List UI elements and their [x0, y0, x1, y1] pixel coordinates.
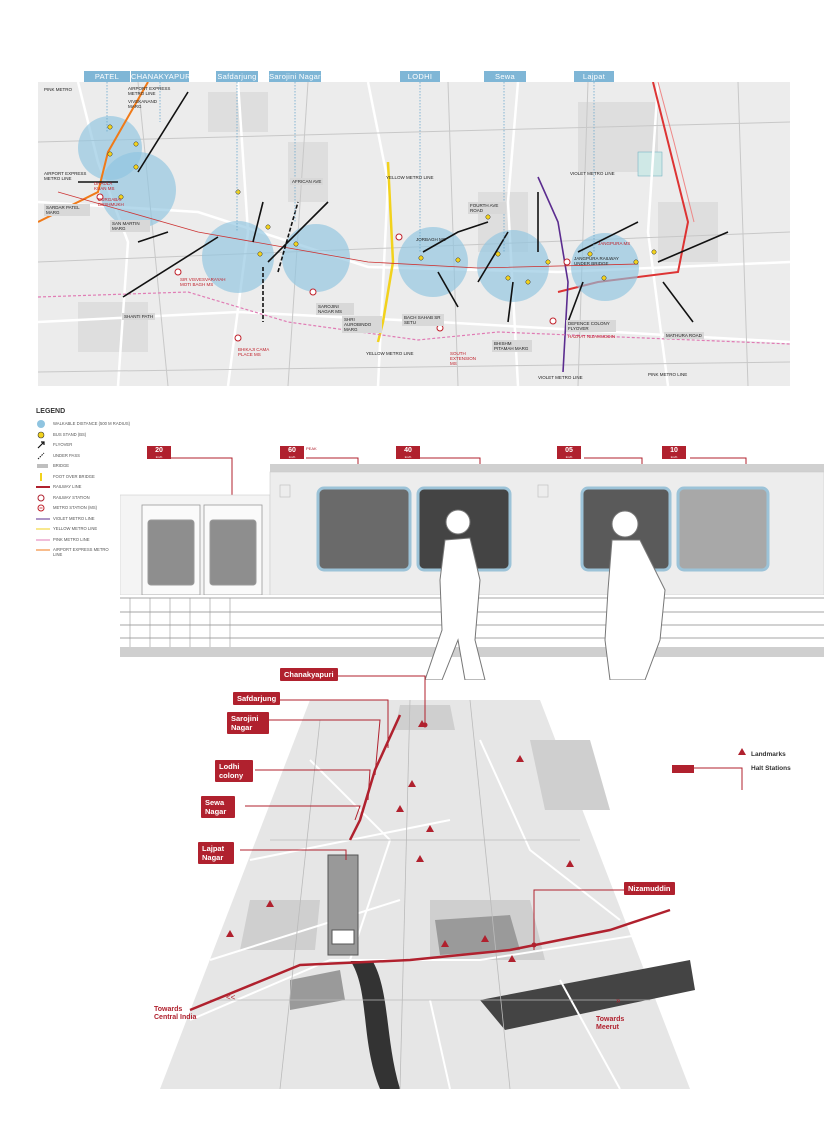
- speed-badge: 10 km/h: [662, 446, 686, 459]
- map-label: HAZRAT NIZAMUDDIN: [568, 334, 616, 339]
- station-tab: Sarojini Nagar: [269, 72, 321, 81]
- legend-item: AIRPORT EXPRESS METRO LINE: [36, 545, 156, 556]
- towards-central-india: Towards Central India: [154, 1006, 197, 1021]
- map-label: SOUTH EXTENSION MS: [450, 351, 477, 366]
- train-illustration: [120, 440, 824, 680]
- station-tab: Safdarjung: [217, 72, 257, 81]
- halt-tag: Nizamuddin: [624, 882, 675, 895]
- map-label: BACH SAHAB SR SETU: [402, 314, 444, 326]
- airport-line-icon: [36, 546, 50, 554]
- map-label: JANGPURA MS: [598, 241, 631, 246]
- speed-note: PEAK: [306, 446, 317, 451]
- halt-tag: Chanakyapuri: [280, 668, 338, 681]
- map-label: VIOLET METRO LINE: [538, 375, 583, 380]
- speed-badge: 40 km/h: [396, 446, 420, 459]
- map-label: DURGABAI DESHMUKH: [98, 197, 124, 207]
- map-label: SIR VISVESVARAYAH MOTI BAGH MS: [180, 277, 226, 287]
- speed-badge: 05 km/h: [557, 446, 581, 459]
- legend-item: METRO STATION (MS): [36, 503, 156, 514]
- map-label: SAN MARTIN MARG: [110, 220, 150, 232]
- railway-line-icon: [36, 483, 50, 491]
- key-landmarks: Landmarks: [751, 751, 786, 758]
- key-halt-stations: Halt Stations: [751, 765, 791, 772]
- pink-line-icon: [36, 536, 50, 544]
- map-label: MATHURA ROAD: [666, 333, 702, 338]
- legend-item: YELLOW METRO LINE: [36, 524, 156, 535]
- walkable-circle-icon: [36, 420, 50, 428]
- station-tab: Lajpat: [574, 71, 614, 83]
- map-label: SHANTI PATH: [124, 314, 154, 319]
- map-label: DHAULA KUAN MS: [94, 181, 115, 191]
- map-label: SHRI AUROBINDO MARG: [342, 316, 382, 333]
- map-label: AIRPORT EXPRESS METRO LINE: [44, 171, 87, 181]
- station-tab: CHANAKYAPURI: [131, 72, 194, 81]
- map-label: JANGPURA RAILWAY UNDER BRIDGE: [574, 256, 619, 266]
- map-label: PINK METRO LINE: [648, 372, 688, 377]
- map-label: YELLOW METRO LINE: [386, 175, 434, 180]
- station-tab: Sewa: [484, 71, 526, 83]
- arrow-icon: »: [616, 996, 621, 1005]
- halt-tag: Lajpat Nagar: [198, 842, 234, 864]
- halt-tag: Sewa Nagar: [201, 796, 235, 818]
- halt-tag: Lodhi colony: [215, 760, 253, 782]
- metro-station-icon: [36, 504, 50, 512]
- railway-station-icon: [36, 494, 50, 502]
- station-tab: LODHI: [400, 71, 440, 83]
- map-label: YELLOW METRO LINE: [366, 351, 414, 356]
- map-label: FOURTH AVE ROAD: [468, 202, 506, 214]
- speed-badge: 60 km/h: [280, 446, 304, 459]
- legend-item: WALKABLE DISTANCE (500 M RADIUS): [36, 419, 156, 430]
- under-pass-icon: [36, 452, 50, 460]
- landmark-key-icon: [738, 748, 746, 755]
- map-label: VIOLET METRO LINE: [570, 171, 615, 176]
- speed-badge: 20 km/h: [147, 446, 171, 459]
- bus-stand-icon: [36, 431, 50, 439]
- top-route-map: [38, 82, 790, 386]
- bridge-icon: [36, 462, 50, 470]
- legend-item: PINK METRO LINE: [36, 535, 156, 546]
- halt-tag: Sarojini Nagar: [227, 712, 269, 734]
- map-label: VIVEKANAND MARG: [128, 99, 158, 109]
- map-label: PINK METRO: [44, 87, 73, 92]
- legend-item: BUS STAND (BS): [36, 430, 156, 441]
- legend-item: RAILWAY STATION: [36, 493, 156, 504]
- map-label: AFRICAN AVE: [292, 179, 322, 184]
- map-label: DEFENCE COLONY FLYOVER: [566, 320, 616, 332]
- halt-tag: Safdarjung: [233, 692, 280, 705]
- legend-title: LEGEND: [36, 408, 66, 415]
- map-label: SARDAR PATEL MARG: [44, 204, 90, 216]
- legend-item: UNDER PASS: [36, 451, 156, 462]
- legend-item: FOOT OVER BRIDGE: [36, 472, 156, 483]
- yellow-line-icon: [36, 525, 50, 533]
- towards-meerut: Towards Meerut: [596, 1016, 625, 1031]
- flyover-icon: [36, 441, 50, 449]
- legend-item: VIOLET METRO LINE: [36, 514, 156, 525]
- violet-line-icon: [36, 515, 50, 523]
- legend-item: FLYOVER: [36, 440, 156, 451]
- map-label: SAROJINI NAGAR MS: [316, 303, 354, 315]
- arrow-icon: <<: [226, 993, 236, 1002]
- station-tab: PATEL: [84, 71, 130, 83]
- legend-item: BRIDGE: [36, 461, 156, 472]
- map-label: BHISHM PITAMAH MARG: [492, 340, 532, 352]
- map-label: BHIKAJI CAMA PLACE MS: [238, 347, 270, 357]
- legend-item: RAILWAY LINE: [36, 482, 156, 493]
- foot-over-bridge-icon: [36, 473, 50, 481]
- map-label: AIRPORT EXPRESS METRO LINE: [128, 86, 171, 96]
- map-label: JORBAGH MS: [416, 237, 446, 242]
